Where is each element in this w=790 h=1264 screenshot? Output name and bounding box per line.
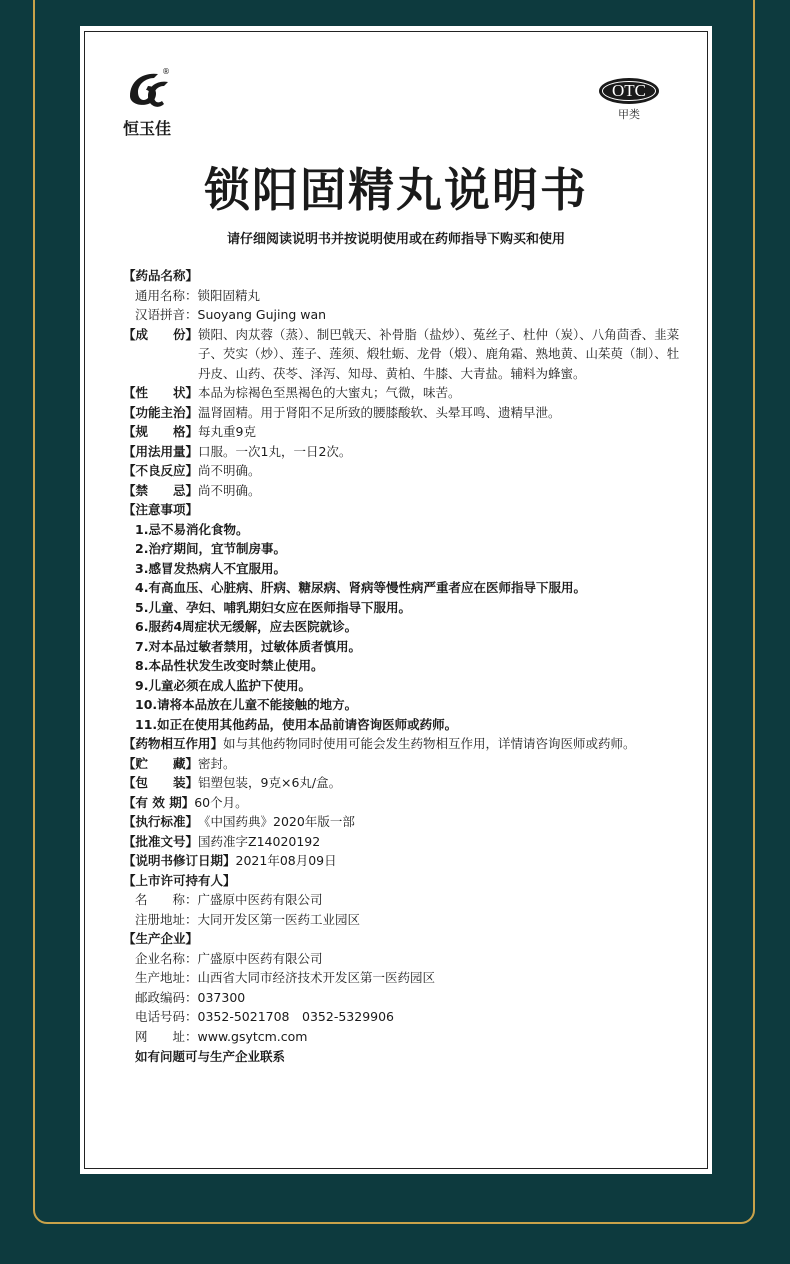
revision-row xyxy=(123,851,683,871)
closing-note: 如有问题可与生产企业联系 xyxy=(135,1049,286,1064)
otc-category: 甲类 xyxy=(618,108,640,121)
standard-row xyxy=(123,812,683,832)
precautions-header: 【注意事项】 xyxy=(123,502,199,517)
dosage-row xyxy=(123,442,683,462)
otc-badge: OTC xyxy=(599,78,659,104)
website-row xyxy=(123,1027,683,1047)
validity-label: 【有 效 期】 xyxy=(123,794,195,810)
holder-name-row xyxy=(123,890,683,910)
manufacturer-name-value: 广盛原中医药有限公司 xyxy=(197,950,323,966)
standard-value: 《中国药典》2020年版一部 xyxy=(198,814,355,829)
precaution-item: 4.有高血压、心脏病、肝病、糖尿病、肾病等慢性病严重者应在医师指导下服用。 xyxy=(135,580,586,595)
package-label: 【包 装】 xyxy=(123,775,199,790)
dosage-value: 口服。一次1丸，一日2次。 xyxy=(198,443,352,459)
revision-value: 2021年08月09日 xyxy=(235,853,337,868)
holder-name-label: 名 称： xyxy=(135,892,198,907)
pinyin-value: Suoyang Gujing wan xyxy=(197,307,327,322)
precaution-item: 8.本品性状发生改变时禁止使用。 xyxy=(135,658,324,673)
postcode-label: 邮政编码： xyxy=(135,989,198,1005)
generic-name-value: 锁阳固精丸 xyxy=(197,287,261,303)
storage-label: 【贮 藏】 xyxy=(123,755,199,771)
precaution-item: 7.对本品过敏者禁用，过敏体质者慎用。 xyxy=(135,638,361,654)
package-row xyxy=(123,773,683,793)
holder-header: 【上市许可持有人】 xyxy=(123,872,236,888)
adverse-row xyxy=(123,461,683,481)
generic-name-label: 通用名称： xyxy=(135,287,198,303)
precaution-item: 9.儿童必须在成人监护下使用。 xyxy=(135,677,311,693)
postcode-value: 037300 xyxy=(197,989,246,1005)
adverse-value: 尚不明确。 xyxy=(198,463,261,478)
precaution-item: 11.如正在使用其他药品，使用本品前请咨询医师或药师。 xyxy=(135,716,458,732)
website-label: 网 址： xyxy=(135,1028,198,1044)
brand-name: 恒玉佳 xyxy=(122,119,171,138)
precaution-item: 2.治疗期间，宜节制房事。 xyxy=(135,541,286,556)
instruction-body xyxy=(123,266,683,1067)
properties-row xyxy=(123,383,683,403)
storage-value: 密封。 xyxy=(198,755,236,771)
holder-name-value: 广盛原中医药有限公司 xyxy=(197,892,323,907)
postcode-row xyxy=(123,988,683,1008)
precaution-item: 3.感冒发热病人不宜服用。 xyxy=(135,560,286,576)
manufacturer-name-row xyxy=(123,949,683,969)
precaution-item: 10.请将本品放在儿童不能接触的地方。 xyxy=(135,697,358,712)
validity-value: 60个月。 xyxy=(194,794,248,810)
phone-row xyxy=(123,1007,683,1027)
standard-label: 【执行标准】 xyxy=(123,814,199,829)
specification-label: 【规 格】 xyxy=(123,424,199,439)
specification-value: 每丸重9克 xyxy=(198,424,256,439)
package-value: 铝塑包装，9克×6丸/盒。 xyxy=(198,775,342,790)
approval-label: 【批准文号】 xyxy=(123,833,199,849)
pinyin-label: 汉语拼音： xyxy=(135,307,198,322)
website-value[interactable]: www.gsytcm.com xyxy=(197,1028,308,1044)
approval-value: 国药准字Z14020192 xyxy=(198,833,321,849)
adverse-label: 【不良反应】 xyxy=(123,463,199,478)
dosage-label: 【用法用量】 xyxy=(123,443,199,459)
page-title: 锁阳固精丸说明书 xyxy=(204,163,588,217)
holder-address-row xyxy=(123,910,683,930)
holder-address-value: 大同开发区第一医药工业园区 xyxy=(197,911,361,927)
contraindications-row xyxy=(123,481,683,501)
properties-label: 【性 状】 xyxy=(123,385,199,400)
manufacturer-name-label: 企业名称： xyxy=(135,950,198,966)
revision-label: 【说明书修订日期】 xyxy=(123,853,236,868)
specification-row xyxy=(123,422,683,442)
precaution-item: 6.服药4周症状无缓解，应去医院就诊。 xyxy=(135,619,358,634)
registered-mark: ® xyxy=(162,67,170,76)
manufacturer-address-row xyxy=(123,968,683,988)
indications-label: 【功能主治】 xyxy=(123,404,199,420)
manufacturer-header: 【生产企业】 xyxy=(123,931,199,946)
contraindications-label: 【禁 忌】 xyxy=(123,482,199,498)
page-subtitle: 请仔细阅读说明书并按说明使用或在药师指导下购买和使用 xyxy=(226,232,565,247)
storage-row xyxy=(123,754,683,774)
pinyin-row xyxy=(123,305,683,325)
indications-value: 温肾固精。用于肾阳不足所致的腰膝酸软、头晕耳鸣、遗精早泄。 xyxy=(198,404,561,420)
indications-row xyxy=(123,403,683,423)
brand-mark-icon xyxy=(124,66,170,112)
properties-value: 本品为棕褐色至黑褐色的大蜜丸；气微，味苦。 xyxy=(198,385,461,400)
ingredients-value: 锁阳、肉苁蓉（蒸）、制巴戟天、补骨脂（盐炒）、菟丝子、杜仲（炭）、八角茴香、韭菜子、芡实（炒）、莲子、莲须、煅牡蛎、龙骨（煅）、鹿角霜、熟地黄、山茱萸（制）、牡丹皮、山药、茯苓、泽泻、知母、黄柏、牛膝、大青盐。辅料为蜂蜜。 xyxy=(198,326,680,381)
brand-logo xyxy=(112,66,182,136)
ingredients-label: 【成 份】 xyxy=(123,326,199,342)
phone-value: 0352-5021708 0352-5329906 xyxy=(197,1009,395,1024)
drug-name-header: 【药品名称】 xyxy=(123,268,199,283)
approval-row xyxy=(123,832,683,852)
generic-name-row xyxy=(123,286,683,306)
contraindications-value: 尚不明确。 xyxy=(198,482,261,498)
precaution-item: 1.忌不易消化食物。 xyxy=(135,521,249,537)
interactions-value: 如与其他药物同时使用可能会发生药物相互作用，详情请咨询医师或药师。 xyxy=(223,736,636,751)
phone-label: 电话号码： xyxy=(135,1009,198,1024)
manufacturer-address-label: 生产地址： xyxy=(135,970,198,985)
interactions-label: 【药物相互作用】 xyxy=(123,736,224,751)
ingredients-row xyxy=(123,325,683,384)
precaution-item: 5.儿童、孕妇、哺乳期妇女应在医师指导下服用。 xyxy=(135,599,411,615)
instruction-sheet xyxy=(80,26,712,1174)
interactions-row xyxy=(123,734,683,754)
validity-row xyxy=(123,793,683,813)
manufacturer-address-value: 山西省大同市经济技术开发区第一医药园区 xyxy=(197,970,436,985)
holder-address-label: 注册地址： xyxy=(135,911,198,927)
otc-mark xyxy=(596,78,662,122)
